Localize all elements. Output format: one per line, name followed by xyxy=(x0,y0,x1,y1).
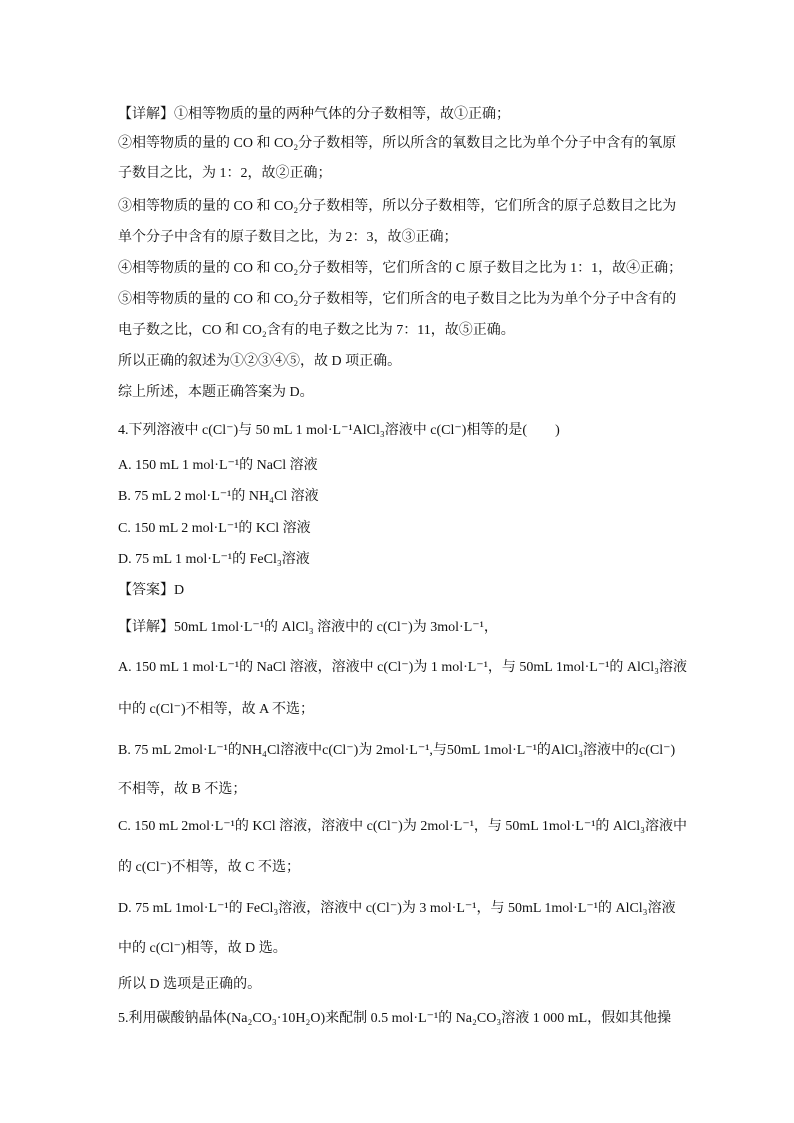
explanation-line: ③相等物质的量的 CO 和 CO₂分子数相等，所以分子数相等，它们所含的原子总数目之比为 xyxy=(118,199,677,214)
option-b: B. 75 mL 2 mol·L⁻¹的 NH₄Cl 溶液 xyxy=(118,489,319,504)
option-a: A. 150 mL 1 mol·L⁻¹的 NaCl 溶液 xyxy=(118,458,318,473)
explanation-line: 不相等，故 B 不选； xyxy=(118,782,247,797)
explanation-line: 【详解】①相等物质的量的两种气体的分子数相等，故①正确； xyxy=(118,107,510,122)
explanation-line: ④相等物质的量的 CO 和 CO₂分子数相等，它们所含的 C 原子数目之比为 1：1，故④正确； xyxy=(118,261,683,276)
explanation-line: C. 150 mL 2mol·L⁻¹的 KCl 溶液，溶液中 c(Cl⁻)为 2mol·L⁻¹，与 50mL 1mol·L⁻¹的 AlCl₃溶液中 xyxy=(118,819,688,834)
option-d: D. 75 mL 1 mol·L⁻¹的 FeCl₃溶液 xyxy=(118,552,310,567)
explanation-line: 电子数之比，CO 和 CO₂含有的电子数之比为 7：11，故⑤正确。 xyxy=(118,323,515,338)
explanation-line: 中的 c(Cl⁻)不相等，故 A 不选； xyxy=(118,702,314,717)
explanation-line: 子数目之比，为 1：2，故②正确； xyxy=(118,166,332,181)
explanation-line: D. 75 mL 1mol·L⁻¹的 FeCl₃溶液，溶液中 c(Cl⁻)为 3 mol·L⁻¹，与 50mL 1mol·L⁻¹的 AlCl₃溶液 xyxy=(118,901,676,916)
explanation-line: ⑤相等物质的量的 CO 和 CO₂分子数相等，它们所含的电子数目之比为为单个分子中含有的 xyxy=(118,292,677,307)
question-stem: 4.下列溶液中 c(Cl⁻)与 50 mL 1 mol·L⁻¹AlCl₃溶液中 c(Cl⁻)相等的是( ) xyxy=(118,423,560,438)
explanation-line: 单个分子中含有的原子数目之比，为 2：3，故③正确； xyxy=(118,230,458,245)
explanation-line: 【详解】50mL 1mol·L⁻¹的 AlCl₃ 溶液中的 c(Cl⁻)为 3mol·L⁻¹， xyxy=(118,620,498,635)
explanation-line: 所以正确的叙述为①②③④⑤，故 D 项正确。 xyxy=(118,354,402,369)
conclusion-line: 所以 D 选项是正确的。 xyxy=(118,977,262,992)
explanation-line: 的 c(Cl⁻)不相等，故 C 不选； xyxy=(118,860,300,875)
explanation-line: 综上所述，本题正确答案为 D。 xyxy=(118,385,314,400)
question-stem: 5.利用碳酸钠晶体(Na₂CO₃·10H₂O)来配制 0.5 mol·L⁻¹的 Na₂CO₃溶液 1 000 mL，假如其他操 xyxy=(118,1011,672,1026)
explanation-line: B. 75 mL 2mol·L⁻¹的NH₄Cl溶液中c(Cl⁻)为 2mol·L⁻¹,与50mL 1mol·L⁻¹的AlCl₃溶液中的c(Cl⁻) xyxy=(118,743,676,758)
explanation-line: A. 150 mL 1 mol·L⁻¹的 NaCl 溶液，溶液中 c(Cl⁻)为 1 mol·L⁻¹，与 50mL 1mol·L⁻¹的 AlCl₃溶液 xyxy=(118,660,688,675)
explanation-line: 中的 c(Cl⁻)相等，故 D 选。 xyxy=(118,941,287,956)
explanation-line: ②相等物质的量的 CO 和 CO₂分子数相等，所以所含的氧数目之比为单个分子中含有的氧原 xyxy=(118,136,677,151)
option-c: C. 150 mL 2 mol·L⁻¹的 KCl 溶液 xyxy=(118,521,311,536)
answer-label: 【答案】D xyxy=(118,583,185,598)
